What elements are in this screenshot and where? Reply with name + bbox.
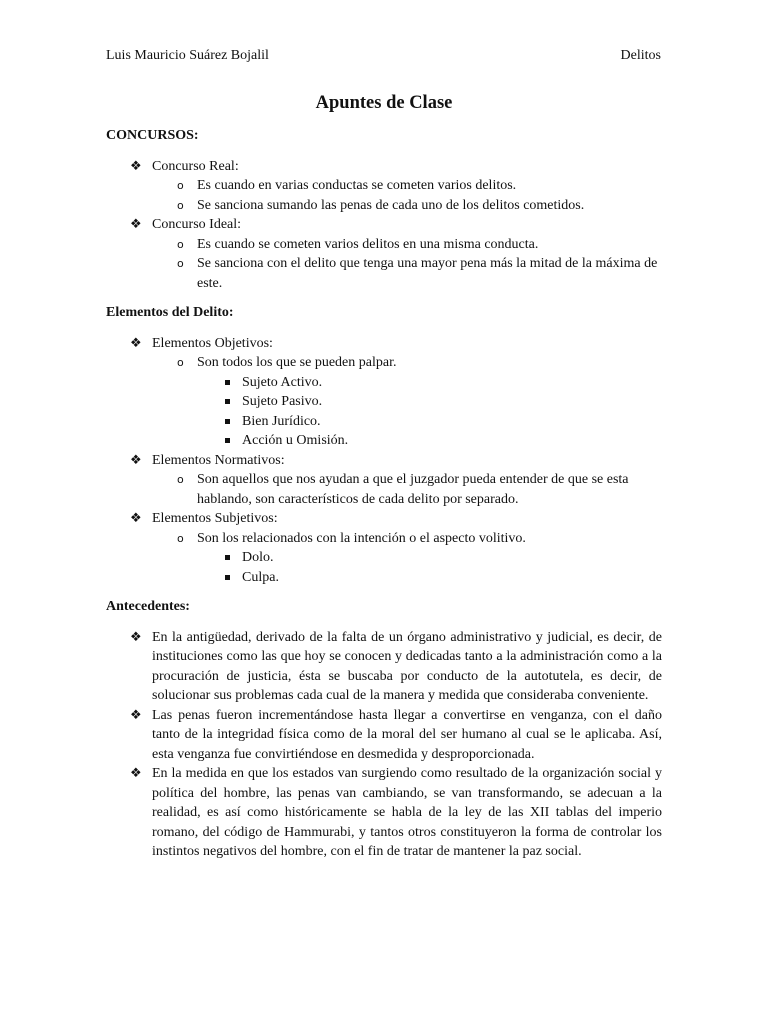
header-subject: Delitos — [620, 48, 661, 63]
sub-list-item-text: Es cuando en varias conductas se cometen varios delitos. — [197, 178, 517, 193]
sub-list — [152, 235, 662, 294]
document-body — [106, 126, 662, 862]
sub-list-item-text: Son aquellos que nos ayudan a que el juzgador pueda entender de que se esta hablando, son característicos de cada delito por separado. — [197, 472, 629, 507]
sub-sub-list-item — [197, 431, 662, 451]
sub-sub-list-item — [197, 392, 662, 412]
diamond-bullet-icon: ❖ — [130, 629, 142, 645]
list-item-label: Elementos Subjetivos: — [152, 511, 278, 526]
sub-sub-list — [197, 373, 662, 451]
paragraph-text: En la antigüedad, derivado de la falta de un órgano administrativo y judicial, es decir, de instituciones como las que hoy se conocen y dedicadas tanto a la administración como a la procuración de justicia, ésta se buscaba por conducto de la autotutela, es decir, de solucionar sus problemas cada cual de la manera y medida que consideraba conveniente. — [152, 629, 662, 703]
list-item — [106, 334, 662, 451]
sub-list-item-text: Es cuando se cometen varios delitos en una misma conducta. — [197, 236, 539, 252]
sub-sub-list-item-text: Bien Jurídico. — [242, 413, 321, 429]
square-bullet-icon — [225, 399, 230, 404]
sub-list-item-text: Son todos los que se pueden palpar. — [197, 355, 397, 370]
sub-list-item-text: Se sanciona sumando las penas de cada uno de los delitos cometidos. — [197, 197, 585, 213]
circle-bullet-icon: o — [177, 473, 184, 486]
circle-bullet-icon: o — [177, 198, 184, 212]
header-author: Luis Mauricio Suárez Bojalil — [106, 48, 269, 63]
sub-list — [152, 529, 662, 588]
sub-list-item — [152, 254, 662, 293]
list-item — [106, 157, 662, 216]
list-item — [106, 628, 662, 706]
sub-list-item — [152, 353, 662, 451]
square-bullet-icon — [225, 419, 230, 424]
sub-list-item — [152, 196, 662, 216]
diamond-bullet-icon: ❖ — [130, 707, 142, 723]
section-heading-concursos: CONCURSOS: — [106, 128, 199, 143]
sub-sub-list-item-text: Culpa. — [242, 569, 279, 585]
square-bullet-icon — [225, 555, 230, 560]
sub-sub-list-item-text: Sujeto Activo. — [242, 374, 323, 390]
paragraph-text: Las penas fueron incrementándose hasta llegar a convertirse en venganza, con el daño tanto de la integridad física como de la moral del ser humano al cual se le aplicaba. Así, esta venganza fue convirtiéndose en desmedida y desproporcionada. — [152, 707, 662, 762]
diamond-bullet-icon: ❖ — [130, 452, 142, 468]
sub-list — [152, 176, 662, 215]
paragraph-text: En la medida en que los estados van surgiendo como resultado de la organización social y política del hombre, las penas van cambiando, se van transformando, se adecuan a la realidad, es así como históricamente se habla de la ley de las XII tablas del imperio romano, del código de Hammurabi, y tantos otros constituyeron la forma de controlar los instintos negativos del hombre, con el fin de tratar de mantener la paz social. — [152, 766, 662, 859]
section-heading-antecedentes: Antecedentes: — [106, 599, 190, 614]
list-item — [106, 215, 662, 293]
sub-list-item — [152, 529, 662, 588]
diamond-bullet-icon: ❖ — [130, 158, 142, 174]
diamond-bullet-icon: ❖ — [130, 511, 142, 526]
elementos-list — [106, 334, 662, 588]
sub-list-item — [152, 176, 662, 196]
list-item — [106, 509, 662, 587]
list-item — [106, 706, 662, 765]
sub-list-item-text: Se sanciona con el delito que tenga una mayor pena más la mitad de la máxima de este. — [197, 256, 658, 291]
sub-sub-list-item — [197, 373, 662, 393]
list-item-label: Elementos Objetivos: — [152, 335, 273, 351]
sub-sub-list — [197, 548, 662, 587]
sub-list-item — [152, 235, 662, 255]
list-item-label: Concurso Real: — [152, 158, 239, 174]
sub-sub-list-item-text: Dolo. — [242, 550, 274, 565]
section-heading-elementos: Elementos del Delito: — [106, 305, 234, 320]
sub-sub-list-item-text: Sujeto Pasivo. — [242, 394, 323, 409]
sub-list — [152, 470, 662, 509]
circle-bullet-icon: o — [177, 237, 184, 251]
square-bullet-icon — [225, 438, 230, 443]
square-bullet-icon — [225, 380, 230, 385]
circle-bullet-icon: o — [177, 356, 184, 369]
list-item — [106, 764, 662, 862]
square-bullet-icon — [225, 575, 230, 580]
antecedentes-list — [106, 628, 662, 862]
sub-sub-list-item — [197, 548, 662, 568]
circle-bullet-icon: o — [177, 179, 184, 192]
sub-list — [152, 353, 662, 451]
diamond-bullet-icon: ❖ — [130, 217, 142, 232]
diamond-bullet-icon: ❖ — [130, 766, 142, 781]
sub-sub-list-item — [197, 568, 662, 588]
circle-bullet-icon: o — [177, 531, 184, 545]
concursos-list — [106, 157, 662, 294]
list-item — [106, 451, 662, 510]
list-item-label: Elementos Normativos: — [152, 452, 285, 468]
sub-sub-list-item — [197, 412, 662, 432]
list-item-label: Concurso Ideal: — [152, 217, 242, 232]
sub-list-item — [152, 470, 662, 509]
sub-list-item-text: Son los relacionados con la intención o el aspecto volitivo. — [197, 530, 526, 546]
diamond-bullet-icon: ❖ — [130, 335, 142, 351]
sub-sub-list-item-text: Acción u Omisión. — [242, 433, 349, 448]
circle-bullet-icon: o — [177, 257, 184, 270]
page-title: Apuntes de Clase — [315, 93, 453, 113]
